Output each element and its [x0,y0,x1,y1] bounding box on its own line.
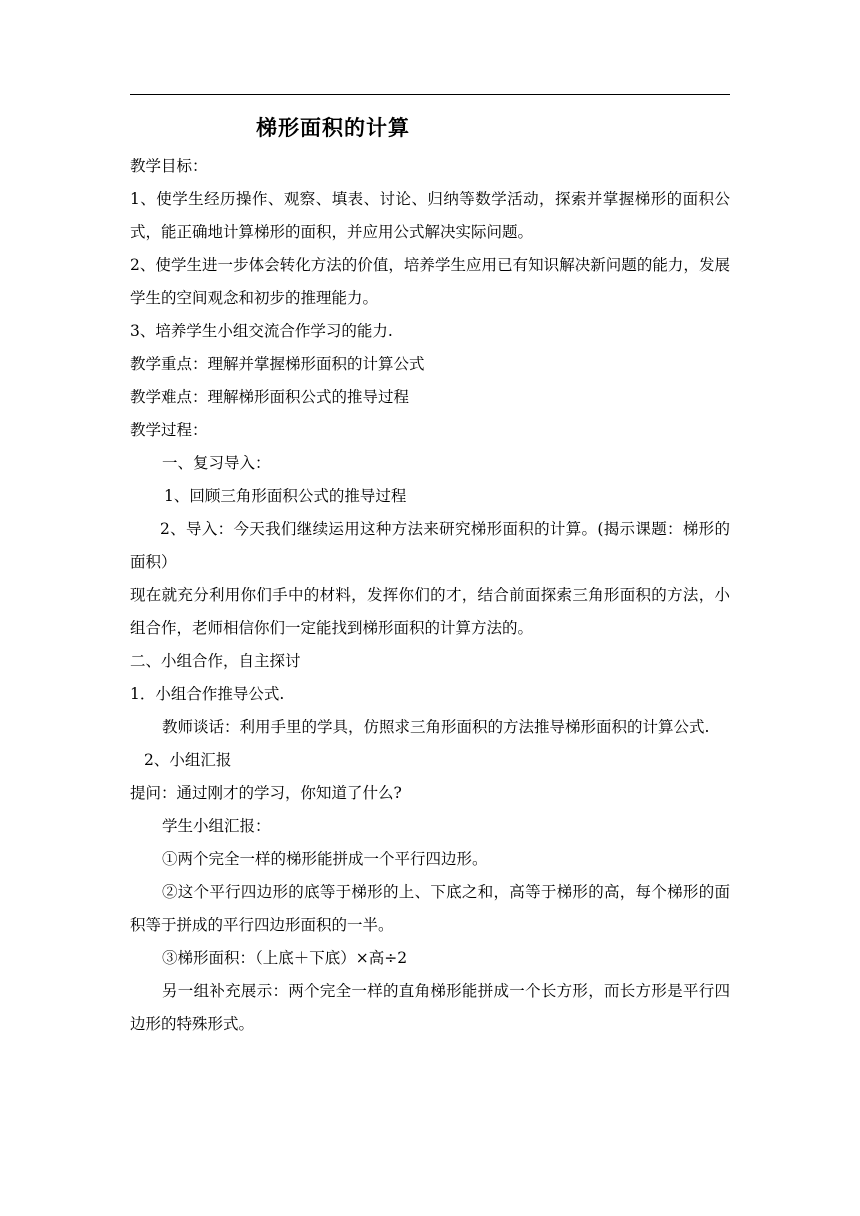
paragraph-difficult-point: 教学难点：理解梯形面积公式的推导过程 [130,388,410,406]
paragraph-instruction: 现在就充分利用你们手中的材料，发挥你们的才，结合前面探索三角形面积的方法，小组合作，老师相信你们一定能找到梯形面积的计算方法的。 [130,586,730,637]
paragraph-introduction: 2、导入：今天我们继续运用这种方法来研究梯形面积的计算。(揭示课题：梯形的面积） [130,520,730,571]
paragraph-supplement: 另一组补充展示：两个完全一样的直角梯形能拼成一个长方形，而长方形是平行四边形的特殊形式。 [130,982,730,1033]
paragraph-section-2-heading: 二、小组合作，自主探讨 [130,652,301,670]
paragraph-student-report-heading: 学生小组汇报： [162,817,271,835]
paragraph-group-report: 2、小组汇报 [144,751,232,769]
paragraph-goal-1: 1、使学生经历操作、观察、填表、讨论、归纳等数学活动，探索并掌握梯形的面积公式，能正确地计算梯形的面积，并应用公式解决实际问题。 [130,190,730,241]
paragraph-finding-2: ②这个平行四边形的底等于梯形的上、下底之和，高等于梯形的高，每个梯形的面积等于拼成的平行四边形面积的一半。 [130,883,730,934]
document-body [130,150,730,1041]
paragraph-teacher-talk: 教师谈话：利用手里的学具，仿照求三角形面积的方法推导梯形面积的计算公式. [162,718,710,736]
paragraph-finding-1: ①两个完全一样的梯形能拼成一个平行四边形。 [162,850,488,868]
paragraph-section-1-heading: 一、复习导入： [162,454,271,472]
paragraph-goal-3: 3、培养学生小组交流合作学习的能力. [130,322,393,340]
paragraph-formula: ③梯形面积：（上底＋下底）×高÷2 [162,949,408,967]
paragraph-process-heading: 教学过程： [130,421,208,439]
paragraph-key-point: 教学重点：理解并掌握梯形面积的计算公式 [130,355,425,373]
page-title: 梯形面积的计算 [256,115,410,140]
paragraph-teaching-goals-heading: 教学目标： [130,157,208,175]
header-rule [130,94,730,95]
paragraph-group-derivation: 1．小组合作推导公式. [130,685,285,703]
paragraph-goal-2: 2、使学生进一步体会转化方法的价值，培养学生应用已有知识解决新问题的能力，发展学生的空间观念和初步的推理能力。 [130,256,730,307]
paragraph-question: 提问：通过刚才的学习，你知道了什么? [130,784,402,802]
paragraph-review-step: 1、回顾三角形面积公式的推导过程 [164,487,407,505]
